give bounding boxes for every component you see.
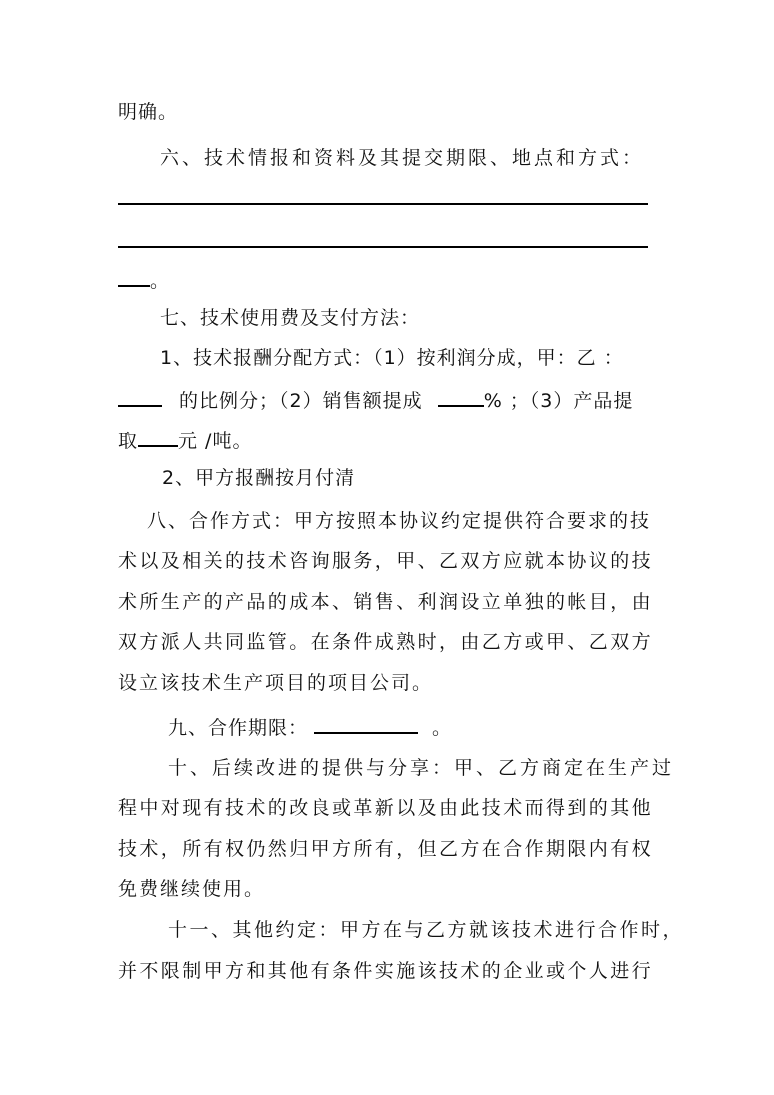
text-line: 1、技术报酬分配方式：（1）按利润分成，甲：乙 ： bbox=[160, 347, 624, 369]
text-line: 设立该技术生产项目的项目公司。 bbox=[118, 672, 434, 694]
text-line: 术以及相关的技术咨询服务，甲、乙双方应就本协议的技 bbox=[118, 550, 654, 572]
text-line: 免费继续使用。 bbox=[118, 878, 266, 900]
text-line: 2、甲方报酬按月付清 bbox=[162, 467, 356, 489]
text-line: 并不限制甲方和其他有条件实施该技术的企业或个人进行 bbox=[118, 960, 654, 982]
text-line: 技术，所有权仍然归甲方所有，但乙方在合作期限内有权 bbox=[118, 838, 654, 860]
blank-field bbox=[438, 386, 484, 407]
blank-field bbox=[118, 386, 162, 407]
text-line: 术所生产的产品的成本、销售、利润设立单独的帐目，由 bbox=[118, 591, 654, 613]
blank-line bbox=[118, 203, 648, 205]
blank-field bbox=[118, 266, 150, 287]
text-fragment: 。 bbox=[150, 270, 171, 292]
text-fragment: 的比例分；（2）销售额提成 bbox=[179, 390, 423, 412]
text-fragment: 元 /吨。 bbox=[178, 430, 253, 452]
blank-line bbox=[118, 246, 648, 248]
text-fragment: % ；（3）产品提 bbox=[483, 390, 634, 412]
section-heading-6: 六、技术情报和资料及其提交期限、地点和方式： bbox=[160, 147, 645, 169]
text-line bbox=[118, 266, 170, 293]
text-fragment: 取 bbox=[118, 430, 139, 452]
blank-field bbox=[138, 426, 178, 447]
text-fragment: 九、合作期限： bbox=[168, 717, 309, 739]
text-fragment: 。 bbox=[432, 717, 453, 739]
section-heading-9 bbox=[168, 713, 452, 740]
text-line: 双方派人共同监管。在条件成熟时，由乙方或甲、乙双方 bbox=[118, 631, 654, 653]
text-line bbox=[118, 426, 252, 453]
text-line: 程中对现有技术的改良或革新以及由此技术而得到的其他 bbox=[118, 797, 654, 819]
section-heading-8: 八、合作方式：甲方按照本协议约定提供符合要求的技 bbox=[147, 510, 652, 532]
text-line bbox=[118, 386, 633, 413]
section-heading-7: 七、技术使用费及支付方法： bbox=[160, 307, 421, 329]
section-heading-11: 十一、其他约定：甲方在与乙方就该技术进行合作时， bbox=[168, 919, 685, 941]
blank-field bbox=[314, 713, 418, 734]
section-heading-10: 十、后续改进的提供与分享：甲、乙方商定在生产过 bbox=[168, 757, 675, 779]
text-line: 明确。 bbox=[118, 101, 179, 123]
